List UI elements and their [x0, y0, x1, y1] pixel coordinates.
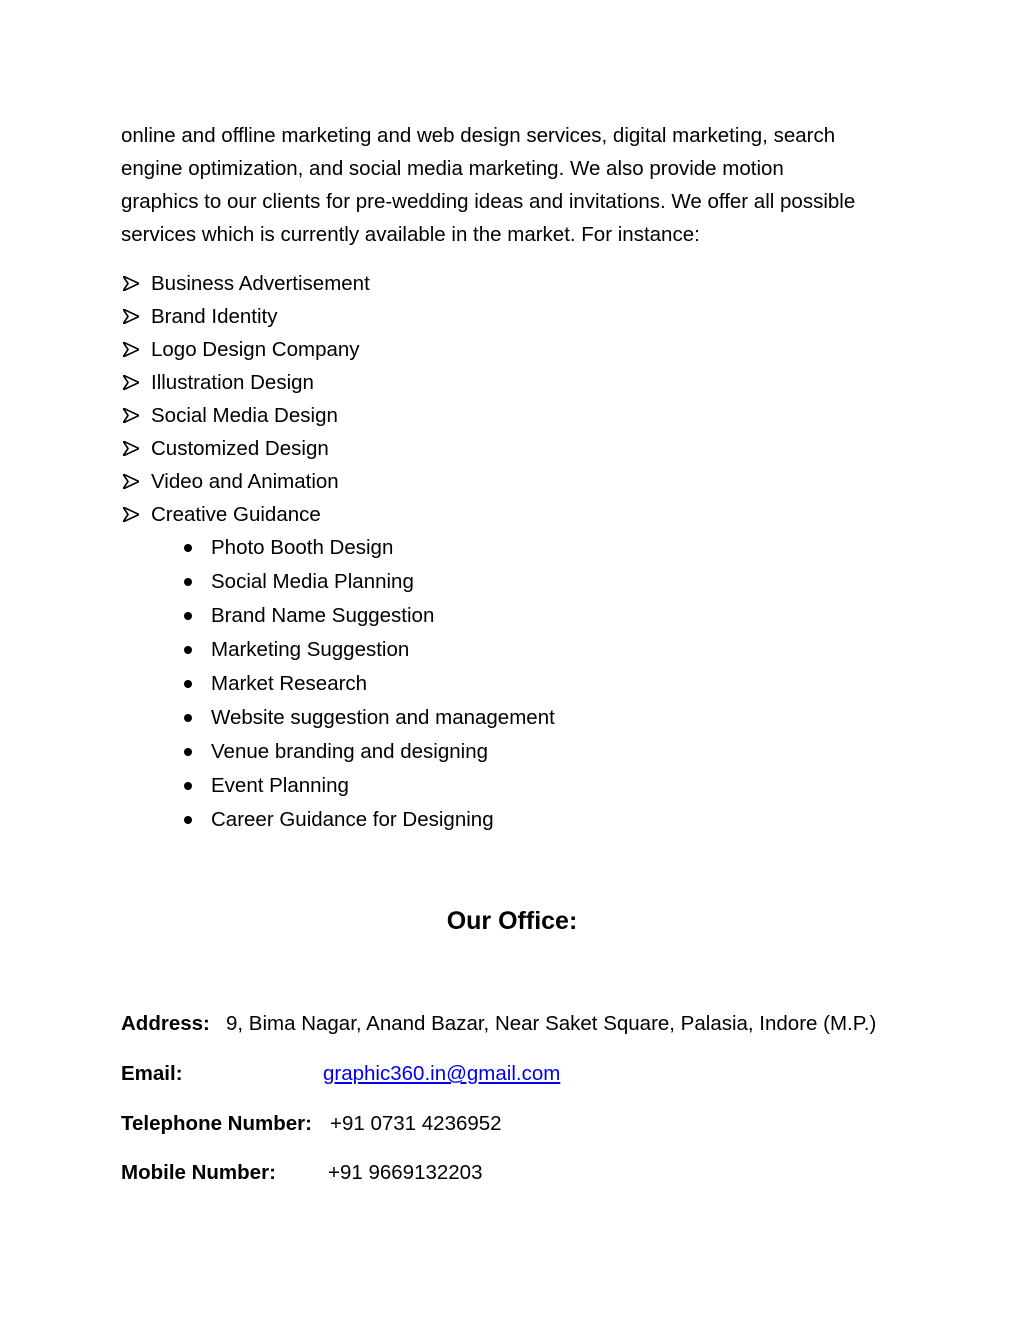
- round-bullet-icon: [180, 735, 211, 769]
- guidance-item: [180, 735, 555, 769]
- email-label: Email:: [121, 1062, 183, 1085]
- service-item: [121, 465, 370, 498]
- arrowhead-bullet-icon: [121, 432, 151, 465]
- service-label: Creative Guidance: [151, 503, 321, 526]
- guidance-label: Career Guidance for Designing: [211, 808, 494, 831]
- service-item: [121, 300, 370, 333]
- round-bullet-icon: [180, 599, 211, 633]
- telephone-label: Telephone Number:: [121, 1112, 312, 1135]
- mobile-value: +91 9669132203: [328, 1161, 483, 1184]
- intro-line: graphics to our clients for pre-wedding ideas and invitations. We offer all possible: [121, 190, 856, 213]
- guidance-label: Marketing Suggestion: [211, 638, 410, 661]
- arrowhead-bullet-icon: [121, 300, 151, 333]
- service-label: Video and Animation: [151, 470, 339, 493]
- service-item: [121, 399, 370, 432]
- arrowhead-bullet-icon: [121, 498, 151, 531]
- intro-line: online and offline marketing and web design services, digital marketing, search: [121, 124, 836, 147]
- guidance-label: Brand Name Suggestion: [211, 604, 435, 627]
- guidance-list: [180, 531, 555, 837]
- intro-paragraph: [121, 119, 921, 251]
- guidance-label: Photo Booth Design: [211, 536, 394, 559]
- round-bullet-icon: [180, 769, 211, 803]
- telephone-value: +91 0731 4236952: [330, 1112, 502, 1135]
- address-label: Address:: [121, 1012, 210, 1035]
- mobile-label: Mobile Number:: [121, 1161, 276, 1184]
- guidance-item: [180, 633, 555, 667]
- arrowhead-bullet-icon: [121, 366, 151, 399]
- guidance-item: [180, 701, 555, 735]
- service-item: [121, 333, 370, 366]
- guidance-item: [180, 667, 555, 701]
- office-heading: Our Office:: [446, 907, 578, 935]
- service-item: [121, 267, 370, 300]
- round-bullet-icon: [180, 565, 211, 599]
- service-label: Social Media Design: [151, 404, 338, 427]
- service-label: Business Advertisement: [151, 272, 370, 295]
- guidance-label: Website suggestion and management: [211, 706, 555, 729]
- service-label: Logo Design Company: [151, 338, 360, 361]
- service-item: [121, 498, 370, 531]
- guidance-item: [180, 769, 555, 803]
- guidance-item: [180, 599, 555, 633]
- guidance-item: [180, 531, 555, 565]
- arrowhead-bullet-icon: [121, 333, 151, 366]
- guidance-label: Social Media Planning: [211, 570, 414, 593]
- round-bullet-icon: [180, 701, 211, 735]
- round-bullet-icon: [180, 667, 211, 701]
- guidance-label: Market Research: [211, 672, 368, 695]
- guidance-label: Venue branding and designing: [211, 740, 488, 763]
- intro-line: services which is currently available in the market. For instance:: [121, 223, 700, 246]
- guidance-label: Event Planning: [211, 774, 349, 797]
- arrowhead-bullet-icon: [121, 465, 151, 498]
- services-list: [121, 267, 370, 531]
- arrowhead-bullet-icon: [121, 267, 151, 300]
- service-label: Customized Design: [151, 437, 329, 460]
- address-value: 9, Bima Nagar, Anand Bazar, Near Saket Square, Palasia, Indore (M.P.): [226, 1012, 877, 1035]
- service-label: Brand Identity: [151, 305, 278, 328]
- service-item: [121, 366, 370, 399]
- service-item: [121, 432, 370, 465]
- arrowhead-bullet-icon: [121, 399, 151, 432]
- guidance-item: [180, 803, 555, 837]
- round-bullet-icon: [180, 633, 211, 667]
- email-link[interactable]: graphic360.in@gmail.com: [323, 1062, 561, 1085]
- service-label: Illustration Design: [151, 371, 314, 394]
- guidance-item: [180, 565, 555, 599]
- round-bullet-icon: [180, 531, 211, 565]
- round-bullet-icon: [180, 803, 211, 837]
- intro-line: engine optimization, and social media marketing. We also provide motion: [121, 157, 784, 180]
